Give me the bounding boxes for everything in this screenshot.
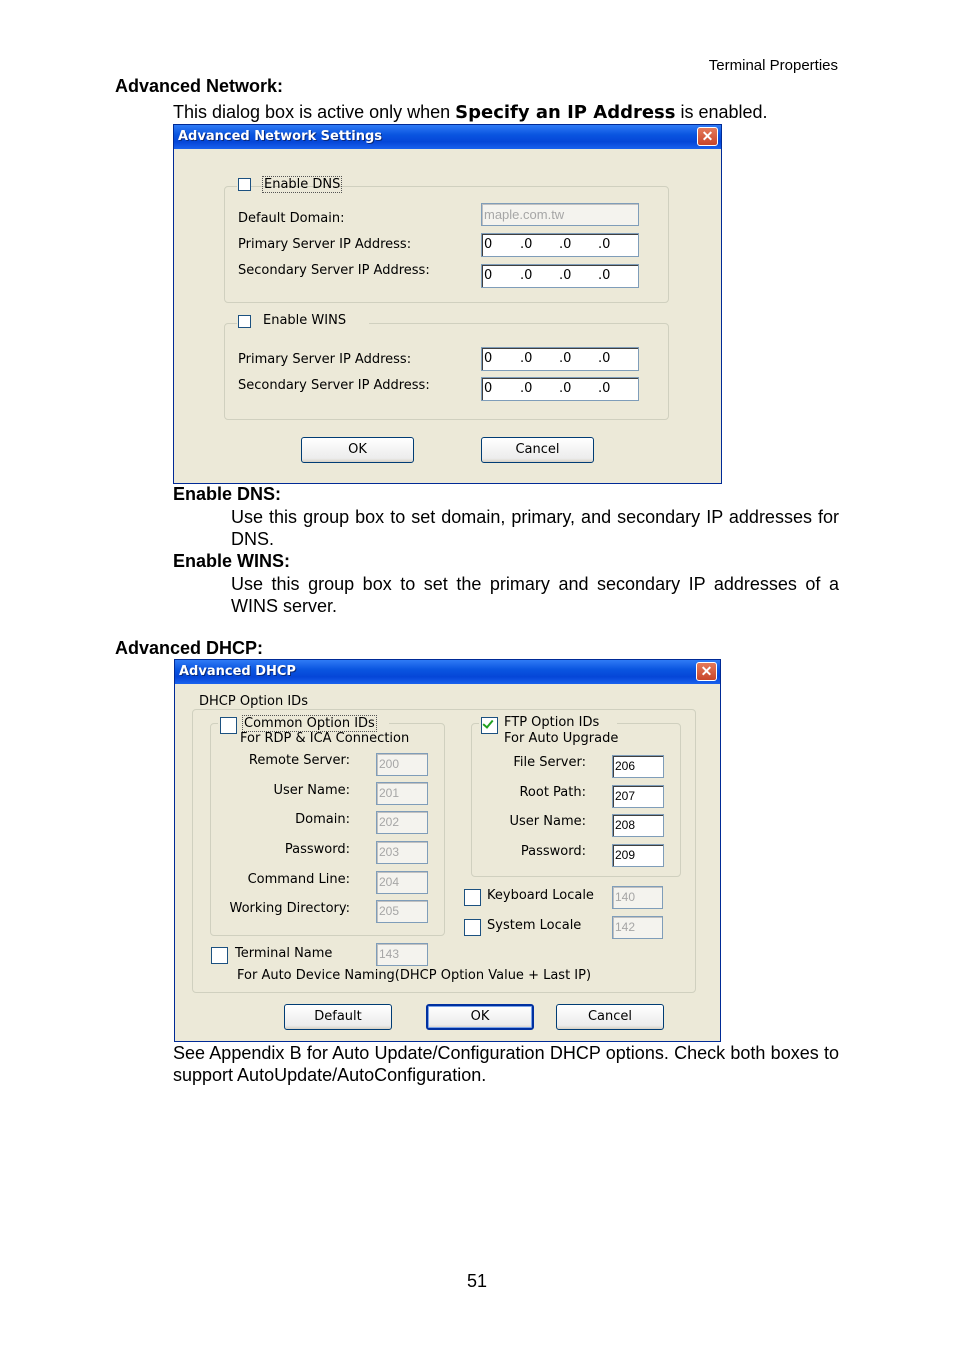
ok-button[interactable]: OK xyxy=(301,437,414,463)
default-domain-label: Default Domain: xyxy=(238,211,345,226)
dialog-title: Advanced Network Settings xyxy=(178,129,383,144)
common-option-checkbox[interactable] xyxy=(220,717,237,734)
advanced-network-dialog xyxy=(173,124,722,484)
domain-input[interactable]: 202 xyxy=(376,811,428,834)
close-button[interactable] xyxy=(697,127,718,146)
system-locale-checkbox[interactable] xyxy=(464,919,481,936)
ftp-user-name-input[interactable]: 208 xyxy=(612,814,664,837)
wins-primary-label: Primary Server IP Address: xyxy=(238,352,412,367)
wins-secondary-label: Secondary Server IP Address: xyxy=(238,378,430,393)
system-locale-input[interactable]: 142 xyxy=(612,916,663,939)
intro-emphasis: Specify an IP Address xyxy=(455,102,676,123)
advanced-network-intro: This dialog box is active only when Specify an IP Address is enabled. xyxy=(173,102,768,123)
enable-wins-checkbox[interactable] xyxy=(238,315,251,328)
working-directory-input[interactable]: 205 xyxy=(376,900,428,923)
ftp-option-subtitle: For Auto Upgrade xyxy=(504,731,619,746)
ftp-user-name-label: User Name: xyxy=(509,814,586,829)
dialog-title: Advanced DHCP xyxy=(179,664,296,679)
dhcp-option-ids-label: DHCP Option IDs xyxy=(196,694,311,709)
dialog-titlebar[interactable] xyxy=(174,125,721,149)
dns-secondary-label: Secondary Server IP Address: xyxy=(238,263,430,278)
terminal-name-input[interactable]: 143 xyxy=(376,943,428,966)
wins-secondary-ip-input[interactable]: 0 .0 .0 .0 xyxy=(481,377,639,401)
keyboard-locale-label: Keyboard Locale xyxy=(487,888,594,903)
remote-server-input[interactable]: 200 xyxy=(376,753,428,776)
system-locale-label: System Locale xyxy=(487,918,582,933)
enable-dns-wrap xyxy=(237,176,341,194)
enable-wins-label: Enable WINS xyxy=(263,313,347,328)
default-domain-input[interactable]: maple.com.tw xyxy=(481,203,639,226)
file-server-input[interactable]: 206 xyxy=(612,755,664,778)
close-button[interactable] xyxy=(696,662,717,681)
ok-button[interactable]: OK xyxy=(426,1004,534,1030)
file-server-label: File Server: xyxy=(513,755,586,770)
root-path-label: Root Path: xyxy=(519,785,586,800)
ftp-option-label: FTP Option IDs xyxy=(504,715,600,730)
domain-label: Domain: xyxy=(295,812,350,827)
close-icon: ✕ xyxy=(700,663,713,679)
cancel-button[interactable]: Cancel xyxy=(481,437,594,463)
command-line-label: Command Line: xyxy=(247,872,350,887)
dhcp-footer-text: See Appendix B for Auto Update/Configuration DHCP options. Check both boxes to support AutoUpdate/AutoConfiguration. xyxy=(173,1043,839,1085)
keyboard-locale-checkbox[interactable] xyxy=(464,889,481,906)
wins-group xyxy=(224,323,669,420)
enable-dns-description: Use this group box to set domain, primary, and secondary IP addresses for DNS. xyxy=(231,507,839,549)
page-number: 51 xyxy=(466,1271,488,1291)
ftp-password-input[interactable]: 209 xyxy=(612,844,664,867)
running-header: Terminal Properties xyxy=(708,57,838,74)
remote-server-label: Remote Server: xyxy=(248,753,350,768)
user-name-label: User Name: xyxy=(273,783,350,798)
terminal-name-label: Terminal Name xyxy=(235,946,333,961)
common-option-subtitle: For RDP & ICA Connection xyxy=(240,731,410,746)
terminal-name-note: For Auto Device Naming(DHCP Option Value + Last IP) xyxy=(237,968,592,983)
root-path-input[interactable]: 207 xyxy=(612,785,664,808)
terminal-name-checkbox[interactable] xyxy=(211,947,228,964)
enable-dns-heading: Enable DNS: xyxy=(173,484,282,504)
dialog-titlebar[interactable] xyxy=(175,660,720,684)
user-name-input[interactable]: 201 xyxy=(376,782,428,805)
enable-wins-heading: Enable WINS: xyxy=(173,551,291,571)
cancel-button[interactable]: Cancel xyxy=(556,1004,664,1030)
command-line-input[interactable]: 204 xyxy=(376,871,428,894)
advanced-dhcp-dialog xyxy=(174,659,721,1042)
keyboard-locale-input[interactable]: 140 xyxy=(612,886,663,909)
dns-primary-ip-input[interactable]: 0 .0 .0 .0 xyxy=(481,233,639,257)
close-icon: ✕ xyxy=(701,128,714,144)
default-button[interactable]: Default xyxy=(284,1004,392,1030)
enable-wins-description: Use this group box to set the primary and secondary IP addresses of a WINS server. xyxy=(231,574,839,616)
dns-secondary-ip-input[interactable]: 0 .0 .0 .0 xyxy=(481,264,639,288)
enable-dns-label: Enable DNS xyxy=(264,177,341,192)
enable-dns-checkbox[interactable] xyxy=(238,178,251,191)
dns-primary-label: Primary Server IP Address: xyxy=(238,237,412,252)
common-option-label: Common Option IDs xyxy=(244,716,375,731)
working-directory-label: Working Directory: xyxy=(229,901,350,916)
ftp-password-label: Password: xyxy=(520,844,586,859)
password-input[interactable]: 203 xyxy=(376,841,428,864)
enable-wins-wrap xyxy=(237,313,369,331)
wins-primary-ip-input[interactable]: 0 .0 .0 .0 xyxy=(481,347,639,371)
ftp-option-checkbox[interactable] xyxy=(481,717,498,734)
advanced-dhcp-heading: Advanced DHCP: xyxy=(115,638,264,658)
advanced-network-heading: Advanced Network: xyxy=(115,76,284,96)
password-label: Password: xyxy=(284,842,350,857)
